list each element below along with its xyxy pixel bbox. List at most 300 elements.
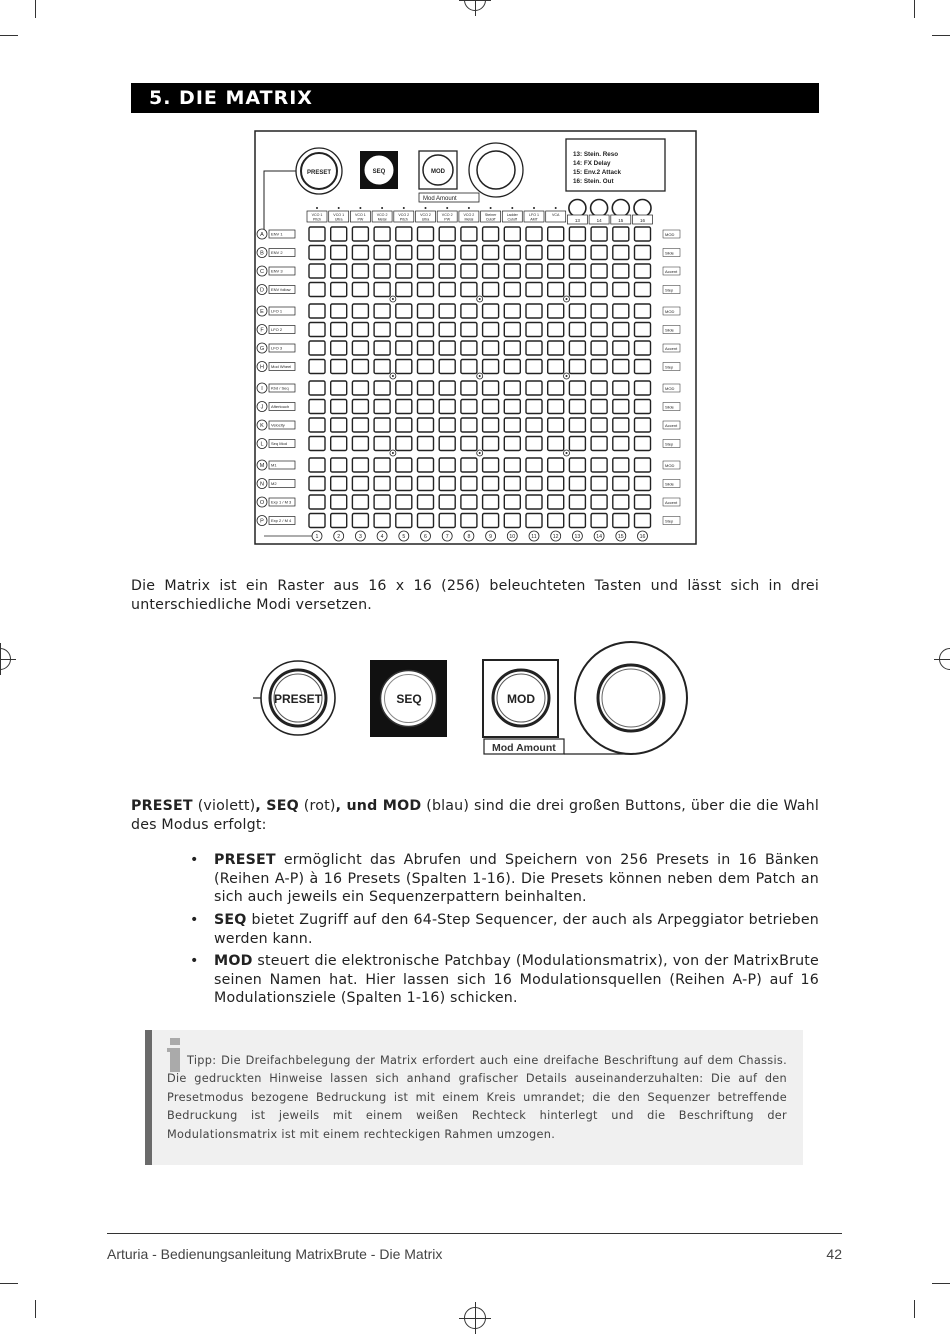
matrix-button (483, 514, 499, 528)
seq-button-label: SEQ (372, 169, 386, 175)
matrix-button (439, 495, 455, 509)
row-letter: O (259, 500, 265, 507)
row-letter: P (260, 518, 264, 525)
matrix-button (635, 360, 651, 374)
destination-label-line2: PW (357, 217, 364, 222)
matrix-button (613, 381, 629, 395)
column-number: 13 (574, 534, 581, 541)
row-tag: Step (665, 364, 674, 370)
matrix-button (352, 514, 368, 528)
matrix-button (591, 458, 607, 472)
source-label: ENV follow (271, 287, 291, 293)
assignable-knob (569, 200, 586, 217)
row-letter: B (260, 250, 264, 257)
matrix-button (548, 341, 564, 355)
destination-label: LFO 1 (529, 213, 539, 217)
footer-rule (107, 1233, 842, 1234)
row-letter: G (259, 346, 265, 353)
matrix-button (461, 227, 477, 241)
intro-paragraph: Die Matrix ist ein Raster aus 16 x 16 (256) beleuchteten Tasten und lässt sich in drei unterschiedliche Modi versetzen. (131, 578, 819, 613)
matrix-button (504, 437, 520, 451)
matrix-button (352, 495, 368, 509)
matrix-button (439, 437, 455, 451)
matrix-button (309, 323, 325, 337)
matrix-button (331, 458, 347, 472)
matrix-button (569, 227, 585, 241)
matrix-button (309, 495, 325, 509)
matrix-button (548, 418, 564, 432)
tip-box (145, 1030, 803, 1165)
matrix-button (613, 227, 629, 241)
matrix-button (526, 360, 542, 374)
matrix-button (461, 495, 477, 509)
row-tag: Slide (665, 481, 674, 487)
assignable-knob (634, 200, 651, 217)
modes-paragraph (131, 797, 819, 834)
matrix-button (352, 264, 368, 278)
matrix-button (418, 495, 434, 509)
column-number: 16 (639, 534, 646, 541)
matrix-button (461, 458, 477, 472)
matrix-button (396, 458, 412, 472)
page-number: 42 (826, 1246, 842, 1262)
matrix-button (591, 400, 607, 414)
matrix-button (396, 323, 412, 337)
matrix-button (504, 227, 520, 241)
matrix-button (591, 227, 607, 241)
crop-mark (914, 0, 915, 18)
matrix-button (309, 381, 325, 395)
matrix-button (374, 418, 390, 432)
destination-label: VCO 2 (463, 213, 475, 217)
matrix-button (591, 495, 607, 509)
mod-amount-detail-label: Mod Amount (492, 742, 556, 754)
column-number: 8 (467, 534, 471, 541)
matrix-button (569, 341, 585, 355)
matrix-button (569, 495, 585, 509)
matrix-button (526, 514, 542, 528)
matrix-button (418, 437, 434, 451)
matrix-button (309, 458, 325, 472)
matrix-button (309, 227, 325, 241)
mod-detail-label: MOD (507, 692, 535, 706)
bullet-text: bietet Zugriff auf den 64-Step Sequencer, der auch als Arpeggiator betrieben werden kann. (214, 912, 819, 947)
destination-label: Steiner (484, 213, 497, 217)
row-tag: Accent (665, 422, 678, 428)
matrix-button (526, 227, 542, 241)
matrix-button (548, 227, 564, 241)
registration-mark (0, 648, 11, 670)
row-letter: E (260, 309, 264, 316)
matrix-button (439, 341, 455, 355)
destination-label-line2: Cutoff (485, 217, 496, 222)
matrix-button (331, 264, 347, 278)
matrix-button (352, 437, 368, 451)
destination-led (468, 207, 470, 209)
matrix-button (548, 283, 564, 297)
matrix-button (396, 495, 412, 509)
column-number: 5 (402, 534, 406, 541)
destination-led (511, 207, 513, 209)
matrix-button (526, 323, 542, 337)
matrix-button (439, 458, 455, 472)
seq-detail-label: SEQ (396, 692, 422, 706)
row-tag: MOD (665, 385, 675, 391)
matrix-button (374, 360, 390, 374)
matrix-button (504, 458, 520, 472)
matrix-button (309, 514, 325, 528)
matrix-button (352, 477, 368, 491)
modes-paragraph-rest: (blau) sind die drei großen Buttons, über die die Wahl des Modus erfolgt: (131, 798, 819, 833)
matrix-button (309, 418, 325, 432)
matrix-button (569, 418, 585, 432)
matrix-button (548, 458, 564, 472)
matrix-button (439, 227, 455, 241)
registration-mark (464, 0, 486, 11)
destination-led (533, 207, 535, 209)
matrix-button (526, 495, 542, 509)
matrix-button (504, 264, 520, 278)
source-label: Aftertouch (271, 404, 290, 410)
matrix-button (461, 514, 477, 528)
row-tag: Slide (665, 404, 674, 410)
matrix-button (352, 323, 368, 337)
mod-amount-knob (477, 151, 515, 189)
matrix-button (374, 458, 390, 472)
matrix-button (613, 477, 629, 491)
destination-label: VCA (552, 213, 560, 217)
matrix-button (526, 477, 542, 491)
matrix-button (526, 246, 542, 260)
matrix-button (331, 323, 347, 337)
matrix-button (635, 323, 651, 337)
matrix-button (635, 283, 651, 297)
destination-led (425, 207, 427, 209)
matrix-button (504, 477, 520, 491)
matrix-button (352, 341, 368, 355)
matrix-button (504, 495, 520, 509)
row-letter: J (260, 404, 264, 411)
matrix-button (418, 477, 434, 491)
column-number: 4 (380, 534, 384, 541)
matrix-button (613, 283, 629, 297)
destination-label: VCO 1 (355, 213, 366, 217)
matrix-button (483, 418, 499, 432)
source-label: LFO 3 (271, 345, 283, 351)
matrix-button (548, 495, 564, 509)
matrix-button (526, 381, 542, 395)
display-line: 15: Env.2 Attack (573, 169, 621, 176)
matrix-button (526, 458, 542, 472)
matrix-button (483, 400, 499, 414)
matrix-button (352, 227, 368, 241)
column-number: 7 (445, 534, 449, 541)
matrix-button (352, 360, 368, 374)
section-title: 5. DIE MATRIX (149, 87, 313, 109)
matrix-button (504, 381, 520, 395)
matrix-button (374, 227, 390, 241)
matrix-button (635, 341, 651, 355)
matrix-button (591, 477, 607, 491)
matrix-button (613, 246, 629, 260)
bullet-text: ermöglicht das Abrufen und Speichern von 256 Presets in 16 Bänken (Reihen A-P) à 16 Presets (Spalten 1-16). Die Presets können neben dem Patch an sich auch jeweils ein Sequenzerpattern beinhalten. (214, 852, 819, 905)
matrix-button (613, 304, 629, 318)
destination-led (359, 207, 361, 209)
registration-mark (464, 1307, 486, 1329)
matrix-button (461, 341, 477, 355)
row-tag: Slide (665, 250, 674, 256)
matrix-button (461, 437, 477, 451)
matrix-button (613, 400, 629, 414)
matrix-button (613, 264, 629, 278)
matrix-button (331, 514, 347, 528)
column-number: 10 (509, 534, 516, 541)
destination-label-line2: Ultra (421, 217, 430, 222)
destination-label: VCO 2 (398, 213, 410, 217)
source-label: Mod Wheel (271, 364, 292, 370)
matrix-button (439, 323, 455, 337)
matrix-button (591, 264, 607, 278)
matrix-button (569, 304, 585, 318)
matrix-button (635, 495, 651, 509)
matrix-button (439, 400, 455, 414)
matrix-button (569, 381, 585, 395)
matrix-button (309, 400, 325, 414)
matrix-button (526, 400, 542, 414)
matrix-button (331, 227, 347, 241)
matrix-button (461, 360, 477, 374)
destination-label-line2: Pitch (399, 217, 408, 222)
matrix-button (309, 246, 325, 260)
matrix-button (461, 400, 477, 414)
source-label: Exp 2 / M 4 (271, 518, 292, 524)
matrix-button (331, 360, 347, 374)
matrix-button (396, 341, 412, 355)
grid-marker-dot (479, 452, 481, 454)
section-heading (131, 83, 819, 113)
matrix-button (635, 227, 651, 241)
assignable-knob-number: 15 (618, 218, 624, 223)
source-label: M1 (271, 462, 277, 468)
row-letter: C (260, 269, 264, 276)
matrix-button (396, 477, 412, 491)
display-line: 16: Stein. Out (573, 178, 614, 185)
footer-title: Arturia - Bedienungsanleitung MatrixBrute - Die Matrix (107, 1246, 443, 1262)
source-label: ENV 1 (271, 231, 283, 237)
matrix-button (613, 360, 629, 374)
grid-marker-dot (392, 452, 394, 454)
matrix-button (461, 477, 477, 491)
matrix-button (396, 437, 412, 451)
matrix-button (352, 381, 368, 395)
preset-button-label: PRESET (306, 170, 332, 176)
source-label: LFO 1 (271, 308, 283, 314)
crop-mark (35, 1300, 36, 1318)
matrix-button (374, 381, 390, 395)
matrix-button (418, 283, 434, 297)
matrix-button (418, 341, 434, 355)
matrix-button (504, 341, 520, 355)
matrix-button (635, 246, 651, 260)
matrix-button (461, 246, 477, 260)
bullet-dot: • (190, 852, 199, 868)
grid-marker-dot (566, 298, 568, 300)
column-number: 9 (489, 534, 493, 541)
matrix-button (396, 381, 412, 395)
matrix-button (418, 418, 434, 432)
matrix-button (483, 283, 499, 297)
matrix-button (461, 418, 477, 432)
matrix-button (374, 304, 390, 318)
matrix-button (439, 514, 455, 528)
matrix-button (591, 418, 607, 432)
matrix-button (374, 246, 390, 260)
bullet-term: MOD (214, 953, 253, 969)
matrix-button (569, 400, 585, 414)
matrix-button (309, 437, 325, 451)
matrix-button (352, 458, 368, 472)
matrix-button (483, 246, 499, 260)
matrix-button (569, 437, 585, 451)
matrix-button (331, 418, 347, 432)
matrix-button (439, 264, 455, 278)
matrix-button (396, 246, 412, 260)
crop-mark (35, 0, 36, 18)
matrix-button (331, 381, 347, 395)
matrix-button (418, 514, 434, 528)
matrix-button (418, 227, 434, 241)
row-letter: F (260, 327, 264, 334)
destination-led (446, 207, 448, 209)
preset-term: PRESET (131, 798, 193, 814)
matrix-panel-diagram (254, 130, 697, 546)
destination-label: VCO 1 (333, 213, 345, 217)
matrix-button (396, 264, 412, 278)
source-label: M2 (271, 481, 277, 487)
matrix-button (418, 323, 434, 337)
grid-marker-dot (566, 375, 568, 377)
bullet-term: SEQ (214, 912, 247, 928)
destination-label-line2: Pitch (313, 217, 321, 222)
bullet-term: PRESET (214, 852, 276, 868)
destination-led (316, 207, 318, 209)
matrix-button (483, 381, 499, 395)
matrix-button (331, 477, 347, 491)
matrix-button (374, 264, 390, 278)
matrix-button (483, 437, 499, 451)
destination-led (338, 207, 340, 209)
row-tag: Accent (665, 268, 678, 274)
crop-mark (932, 1283, 950, 1284)
row-tag: Step (665, 441, 674, 447)
row-letter: L (260, 441, 264, 448)
matrix-button (591, 304, 607, 318)
matrix-button (396, 514, 412, 528)
bullet-dot: • (190, 953, 199, 969)
matrix-button (613, 458, 629, 472)
matrix-button (309, 283, 325, 297)
separator-1: , (255, 798, 267, 814)
mode-buttons-detail-image (253, 640, 690, 758)
matrix-button (591, 341, 607, 355)
matrix-button (526, 304, 542, 318)
mod-button-label: MOD (431, 169, 445, 175)
matrix-button (309, 341, 325, 355)
matrix-button (591, 246, 607, 260)
matrix-button (591, 360, 607, 374)
source-label: Seq Mod (271, 441, 288, 447)
matrix-button (461, 264, 477, 278)
tip-text (167, 1052, 787, 1144)
grid-marker-dot (479, 298, 481, 300)
matrix-button (504, 323, 520, 337)
matrix-button (483, 458, 499, 472)
mod-amount-label: Mod Amount (423, 196, 457, 202)
tip-text-content: Tipp: Die Dreifachbelegung der Matrix erfordert auch eine dreifache Beschriftung auf dem Chassis. Die gedruckten Hinweise lassen sich anhand grafischer Details auseinanderzuhalten: Die auf den Presetmodus bezogene Bedruckung ist mit einem Kreis umrandet; die den Sequenzer betreffende Bedruckung ist jeweils mit einem weißen Rechteck hinterlegt und die Beschriftung der Modulationsmatrix ist mit einem rechteckigen Rahmen umzogen. (167, 1054, 787, 1141)
row-tag: Slide (665, 327, 674, 333)
matrix-button (548, 400, 564, 414)
matrix-button (483, 304, 499, 318)
column-number: 1 (315, 534, 319, 541)
bullet-preset (190, 851, 819, 907)
matrix-button (569, 246, 585, 260)
matrix-button (331, 495, 347, 509)
destination-led (555, 207, 557, 209)
matrix-button (504, 400, 520, 414)
row-letter: D (260, 287, 264, 294)
destination-label-line2: AMT (530, 217, 538, 222)
destination-label-line2: PW (444, 217, 451, 222)
matrix-button (396, 360, 412, 374)
matrix-button (374, 437, 390, 451)
matrix-button (396, 227, 412, 241)
matrix-button (635, 264, 651, 278)
source-label: LFO 2 (271, 327, 283, 333)
matrix-button (418, 264, 434, 278)
matrix-button (548, 360, 564, 374)
matrix-button (613, 495, 629, 509)
assignable-knob-number: 16 (639, 218, 646, 223)
matrix-button (483, 360, 499, 374)
matrix-button (374, 495, 390, 509)
destination-label: VCO 2 (376, 213, 388, 217)
grid-marker-dot (392, 375, 394, 377)
column-number: 2 (337, 534, 341, 541)
preset-color-text: (violett) (192, 798, 256, 814)
matrix-button (483, 495, 499, 509)
matrix-button (439, 360, 455, 374)
matrix-button (548, 304, 564, 318)
matrix-button (504, 246, 520, 260)
row-letter: N (260, 481, 264, 488)
matrix-button (309, 264, 325, 278)
mod-amount-detail-knob (598, 665, 664, 731)
matrix-button (352, 246, 368, 260)
matrix-button (548, 323, 564, 337)
source-label: Kbd / Seq (271, 385, 289, 391)
matrix-button (461, 304, 477, 318)
matrix-button (504, 304, 520, 318)
matrix-button (635, 400, 651, 414)
grid-marker-dot (392, 298, 394, 300)
matrix-button (439, 283, 455, 297)
matrix-button (483, 264, 499, 278)
row-tag: Step (665, 287, 674, 293)
matrix-button (331, 341, 347, 355)
row-tag: Accent (665, 345, 678, 351)
matrix-button (418, 360, 434, 374)
row-letter: A (260, 232, 264, 239)
